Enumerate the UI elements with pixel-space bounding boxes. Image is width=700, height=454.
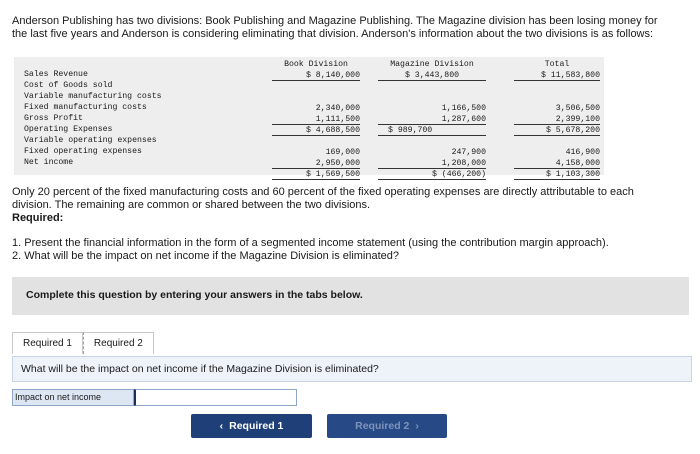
- tab-required-1[interactable]: Required 1: [12, 332, 83, 354]
- problem-intro: [12, 15, 692, 41]
- label-var-mfg: Variable manufacturing costs: [24, 92, 162, 101]
- prev-required-1-button[interactable]: [191, 414, 312, 438]
- question-prompt: What will be the impact on net income if the Magazine Division is eliminated?: [12, 356, 692, 382]
- para-line-1: Only 20 percent of the fixed manufacturing costs and 60 percent of the fixed operating expenses are directly attributable to each: [12, 186, 634, 198]
- label-var-op: Variable operating expenses: [24, 136, 157, 145]
- total-fixed-op: 4,158,000: [514, 158, 600, 169]
- label-fixed-op: Fixed operating expenses: [24, 147, 142, 156]
- total-var-op: 416,900: [565, 148, 600, 157]
- intro-line-2: the last five years and Anderson is considering eliminating that division. Anderson's information about the two divisions is as follows:: [12, 28, 654, 40]
- para-line-2: division. The remaining are common or shared between the two divisions.: [12, 199, 371, 211]
- magazine-column: [378, 59, 486, 180]
- book-var-op: 169,000: [325, 148, 360, 157]
- magazine-sales: $ 3,443,800: [378, 70, 486, 81]
- magazine-net: $ (466,200): [378, 169, 486, 180]
- chevron-right-icon: ›: [415, 420, 419, 432]
- label-opex: Operating Expenses: [24, 125, 113, 134]
- intro-line-1: Anderson Publishing has two divisions: Book Publishing and Magazine Publishing. The Magazine division has been losing money for: [12, 15, 658, 27]
- next-required-2-button[interactable]: [327, 414, 447, 438]
- label-sales: Sales Revenue: [24, 70, 88, 79]
- answer-label: Impact on net income: [12, 389, 134, 406]
- total-column: [514, 59, 600, 180]
- total-net: $ 1,103,300: [514, 169, 600, 180]
- financial-table: [14, 57, 604, 179]
- book-net: $ 1,569,500: [272, 169, 360, 180]
- chevron-left-icon: ‹: [219, 420, 224, 432]
- book-fixed-op: 2,950,000: [272, 158, 360, 169]
- magazine-fixed-mfg: 1,287,600: [378, 114, 486, 125]
- label-cogs: Cost of Goods sold: [24, 81, 113, 90]
- tab-required-2[interactable]: Required 2: [83, 332, 154, 354]
- header-book: Book Division: [284, 60, 348, 69]
- total-fixed-mfg: 2,399,100: [514, 114, 600, 125]
- label-net: Net income: [24, 158, 74, 167]
- book-gross: $ 4,688,500: [272, 125, 360, 136]
- magazine-var-op: 247,900: [451, 148, 486, 157]
- question-1: 1. Present the financial information in the form of a segmented income statement (using the contribution margin approach).: [12, 237, 609, 249]
- total-var-mfg: 3,506,500: [555, 104, 600, 113]
- book-var-mfg: 2,340,000: [315, 104, 360, 113]
- book-column: [272, 59, 360, 180]
- question-2: 2. What will be the impact on net income if the Magazine Division is eliminated?: [12, 250, 400, 262]
- magazine-gross: $ 989,700: [378, 125, 486, 136]
- label-fixed-mfg: Fixed manufacturing costs: [24, 103, 147, 112]
- instruction-banner: Complete this question by entering your answers in the tabs below.: [12, 277, 689, 315]
- row-labels: [24, 69, 162, 168]
- attribution-paragraph: [12, 186, 682, 225]
- book-fixed-mfg: 1,111,500: [272, 114, 360, 125]
- prev-button-label: Required 1: [229, 420, 284, 432]
- total-gross: $ 5,678,200: [514, 125, 600, 136]
- header-total: Total: [544, 60, 570, 69]
- answer-row: [12, 389, 297, 406]
- label-gross: Gross Profit: [24, 114, 83, 123]
- total-sales: $ 11,583,800: [514, 70, 600, 81]
- magazine-var-mfg: 1,166,500: [441, 104, 486, 113]
- required-heading: Required:: [12, 212, 64, 224]
- header-magazine: Magazine Division: [390, 60, 474, 69]
- impact-input[interactable]: [134, 389, 297, 406]
- tab-bar: [12, 332, 154, 354]
- question-list: [12, 237, 682, 263]
- magazine-fixed-op: 1,208,000: [378, 158, 486, 169]
- book-sales: $ 8,140,000: [272, 70, 360, 81]
- next-button-label: Required 2: [355, 420, 410, 432]
